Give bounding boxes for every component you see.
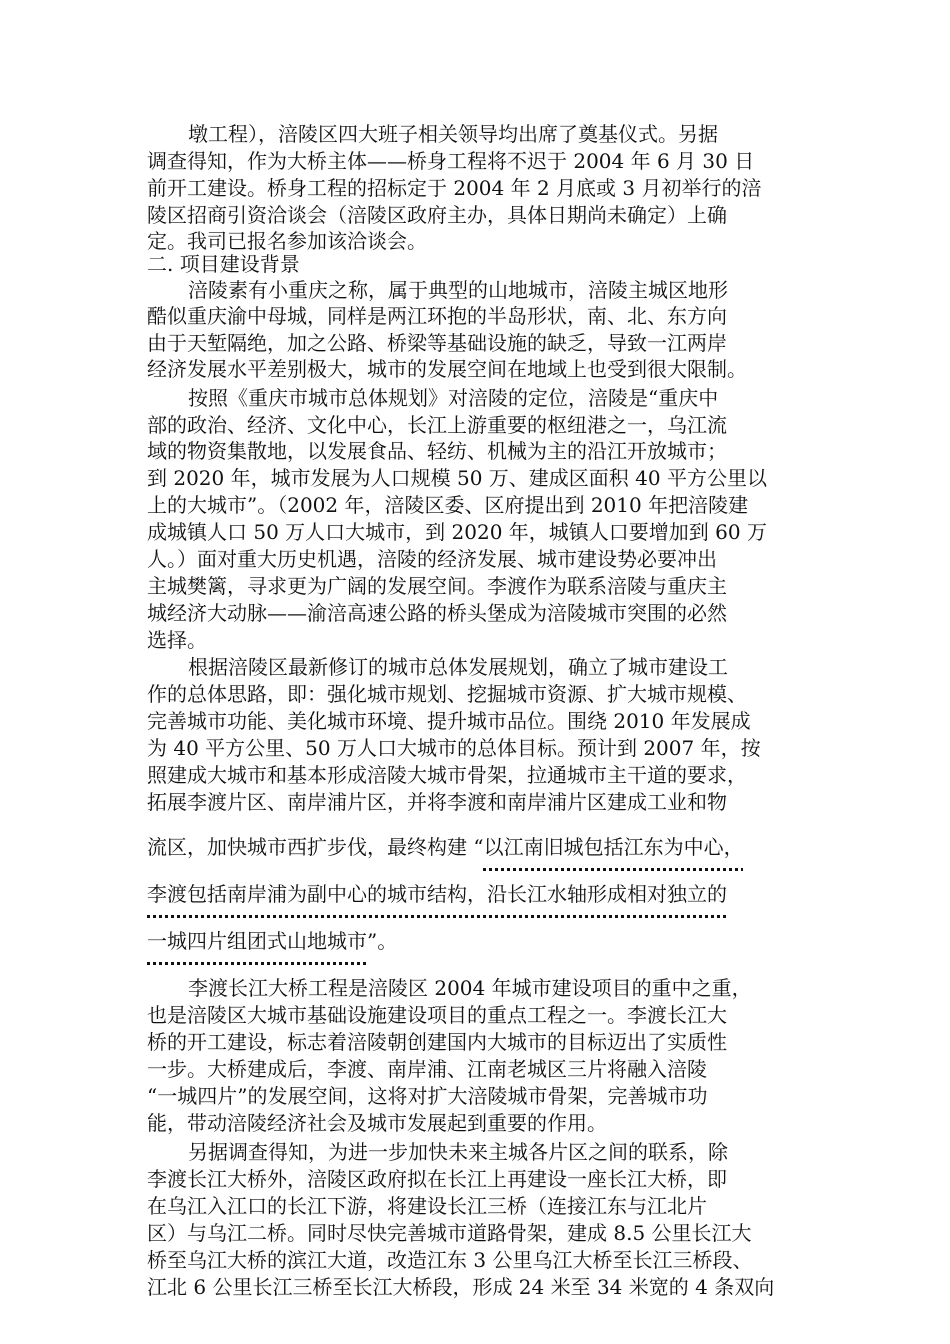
text-line: 人。）面对重大历史机遇，涪陵的经济发展、城市建设势必要冲出 — [147, 547, 717, 571]
text-line: 照建成大城市和基本形成涪陵大城市骨架，拉通城市主干道的要求， — [147, 763, 747, 787]
text-line: 根据涪陵区最新修订的城市总体发展规划，确立了城市建设工 — [188, 655, 728, 679]
text-line: 上的大城市”。（2002 年，涪陵区委、区府提出到 2010 年把涪陵建 — [147, 493, 749, 517]
text-line: 涪陵素有小重庆之称，属于典型的山地城市，涪陵主城区地形 — [188, 278, 728, 302]
section-heading: 二. 项目建设背景 — [147, 252, 300, 276]
text-line — [147, 928, 397, 955]
text-line — [147, 881, 727, 908]
text-line: 主城樊篱，寻求更为广阔的发展空间。李渡作为联系涪陵与重庆主 — [147, 574, 727, 598]
text-span: ”。 — [367, 929, 398, 953]
text-line: 李渡长江大桥工程是涪陵区 2004 年城市建设项目的重中之重， — [188, 976, 752, 1000]
text-line: 也是涪陵区大城市基础设施建设项目的重点工程之一。李渡长江大 — [147, 1003, 727, 1027]
text-line: 按照《重庆市城市总体规划》对涪陵的定位，涪陵是“重庆中 — [188, 386, 719, 410]
text-line: 前开工建设。桥身工程的招标定于 2004 年 2 月底或 3 月初举行的涪 — [147, 176, 762, 200]
text-line: 陵区招商引资洽谈会（涪陵区政府主办，具体日期尚未确定）上确 — [147, 203, 727, 227]
text-line: 成城镇人口 50 万人口大城市，到 2020 年，城镇人口要增加到 60 万 — [147, 520, 767, 544]
text-line: 选择。 — [147, 628, 207, 652]
text-line: 另据调查得知，为进一步加快未来主城各片区之间的联系，除 — [188, 1140, 728, 1164]
text-line: 调查得知，作为大桥主体——桥身工程将不迟于 2004 年 6 月 30 日 — [147, 149, 755, 173]
text-line: “一城四片”的发展空间，这将对扩大涪陵城市骨架，完善城市功 — [147, 1084, 708, 1108]
text-line: 由于天堑隔绝，加之公路、桥梁等基础设施的缺乏，导致一江两岸 — [147, 331, 727, 355]
text-span: 流区，加快城市西扩步伐，最终构建 “ — [147, 835, 484, 859]
text-line: 李渡长江大桥外，涪陵区政府拟在长江上再建设一座长江大桥，即 — [147, 1167, 727, 1191]
text-line: 桥的开工建设，标志着涪陵朝创建国内大城市的目标迈出了实质性 — [147, 1030, 727, 1054]
text-line: 能，带动涪陵经济社会及城市发展起到重要的作用。 — [147, 1111, 607, 1135]
text-line — [147, 834, 744, 861]
text-line: 墩工程），涪陵区四大班子相关领导均出席了奠基仪式。另据 — [188, 122, 718, 146]
text-line: 作的总体思路，即：强化城市规划、挖掘城市资源、扩大城市规模、 — [147, 682, 747, 706]
text-line: 在乌江入江口的长江下游，将建设长江三桥（连接江东与江北片 — [147, 1194, 707, 1218]
text-line: 区）与乌江二桥。同时尽快完善城市道路骨架，建成 8.5 公里长江大 — [147, 1221, 752, 1245]
text-line: 城经济大动脉——渝涪高速公路的桥头堡成为涪陵城市突围的必然 — [147, 601, 727, 625]
text-line: 拓展李渡片区、南岸浦片区，并将李渡和南岸浦片区建成工业和物 — [147, 790, 727, 814]
text-line: 一步。大桥建成后，李渡、南岸浦、江南老城区三片将融入涪陵 — [147, 1057, 707, 1081]
text-line: 域的物资集散地，以发展食品、轻纺、机械为主的沿江开放城市； — [147, 439, 727, 463]
text-line: 定。我司已报名参加该洽谈会。 — [147, 229, 427, 253]
text-line: 江北 6 公里长江三桥至长江大桥段，形成 24 米至 34 米宽的 4 条双向 — [147, 1275, 775, 1299]
text-line: 桥至乌江大桥的滨江大道，改造江东 3 公里乌江大桥至长江三桥段、 — [147, 1248, 753, 1272]
text-line: 为 40 平方公里、50 万人口大城市的总体目标。预计到 2007 年，按 — [147, 736, 761, 760]
emphasized-text: 以江南旧城包括江东为中心， — [483, 835, 744, 859]
text-line: 部的政治、经济、文化中心，长江上游重要的枢纽港之一，乌江流 — [147, 413, 727, 437]
emphasized-text: 李渡包括南岸浦为副中心的城市结构，沿长江水轴形成相对独立的 — [147, 882, 727, 906]
text-line: 到 2020 年，城市发展为人口规模 50 万、建成区面积 40 平方公里以 — [147, 466, 767, 490]
emphasized-text: 一城四片组团式山地城市 — [147, 929, 367, 953]
text-line: 完善城市功能、美化城市环境、提升城市品位。围绕 2010 年发展成 — [147, 709, 751, 733]
text-line: 酷似重庆渝中母城，同样是两江环抱的半岛形状，南、北、东方向 — [147, 304, 727, 328]
text-line: 经济发展水平差别极大，城市的发展空间在地域上也受到很大限制。 — [147, 357, 747, 381]
